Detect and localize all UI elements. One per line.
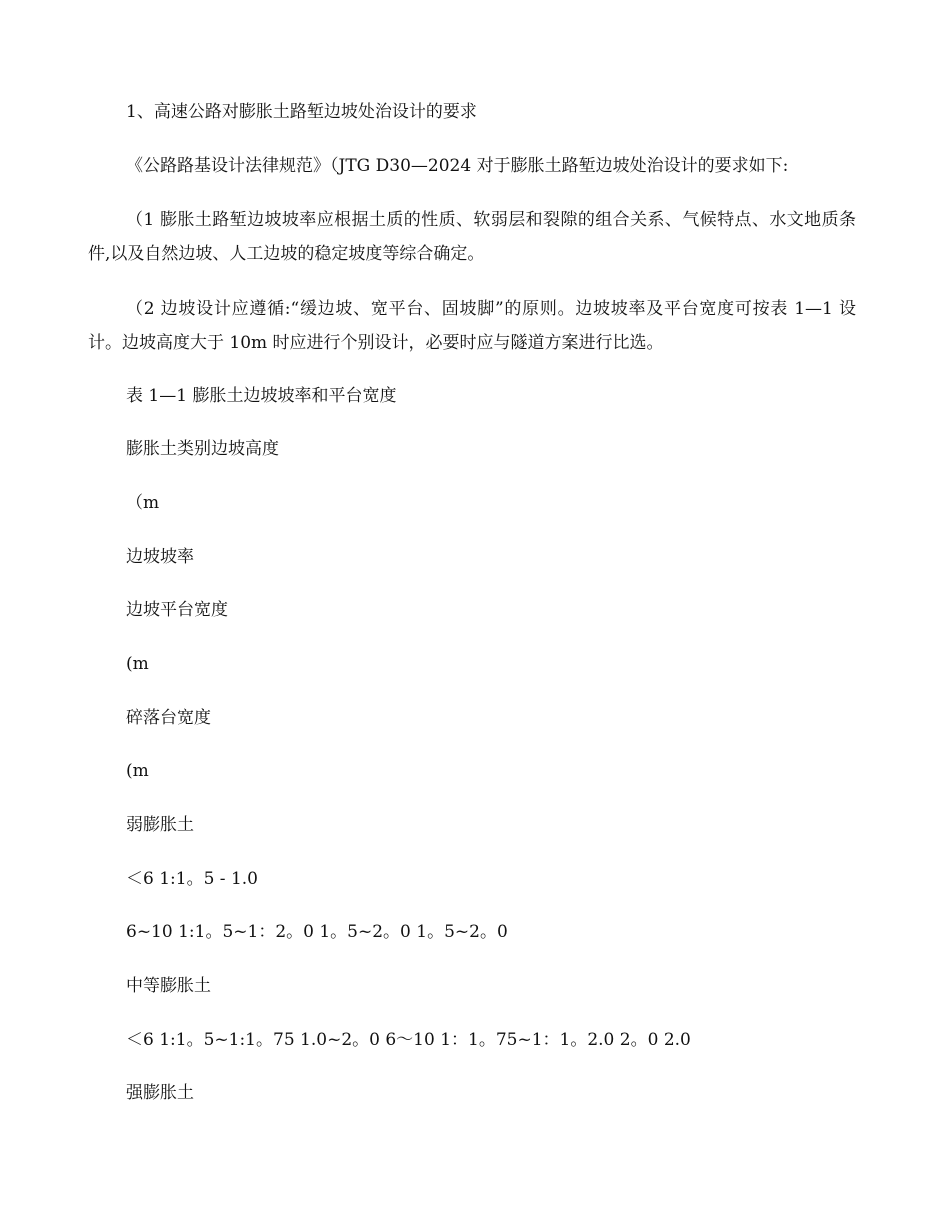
table-header-platform-width: 边坡平台宽度 — [126, 600, 228, 620]
paragraph-intro: 《公路路基设计法律规范》（JTG D30—2024 对于膨胀土路堑边坡处治设计的要求如下: — [126, 156, 789, 176]
table-caption: 表 1—1 膨胀土边坡坡率和平台宽度 — [126, 386, 397, 406]
table-row: ＜6 1:1。5~1:1。75 1.0~2。0 6～10 1：1。75~1：1。2.0 2。0 2.0 — [126, 1030, 691, 1050]
paragraph-item-1: （1 膨胀土路堑边坡坡率应根据土质的性质、软弱层和裂隙的组合关系、气候特点、水文地质条件,以及自然边坡、人工边坡的稳定坡度等综合确定。 — [88, 210, 856, 264]
table-header-unit: (m — [126, 761, 149, 781]
table-category-medium: 中等膨胀土 — [126, 976, 211, 996]
section-heading: 1、高速公路对膨胀土路堑边坡处治设计的要求 — [126, 102, 477, 122]
table-row: 6~10 1:1。5~1：2。0 1。5~2。0 1。5~2。0 — [126, 922, 508, 942]
table-header-unit: （m — [126, 493, 160, 513]
table-header-slope-ratio: 边坡坡率 — [126, 547, 194, 567]
table-header-rubble-width: 碎落台宽度 — [126, 708, 211, 728]
table-header-unit: (m — [126, 654, 149, 674]
table-category-weak: 弱膨胀土 — [126, 815, 194, 835]
table-header-category-height: 膨胀土类别边坡高度 — [126, 439, 279, 459]
paragraph-item-2: （2 边坡设计应遵循:“缓边坡、宽平台、固坡脚”的原则。边坡坡率及平台宽度可按表 1—1 设计。边坡高度大于 10m 时应进行个别设计，必要时应与隧道方案进行比选。 — [88, 299, 856, 353]
table-category-strong: 强膨胀土 — [126, 1083, 194, 1103]
table-row: ＜6 1:1。5 - 1.0 — [126, 869, 258, 889]
